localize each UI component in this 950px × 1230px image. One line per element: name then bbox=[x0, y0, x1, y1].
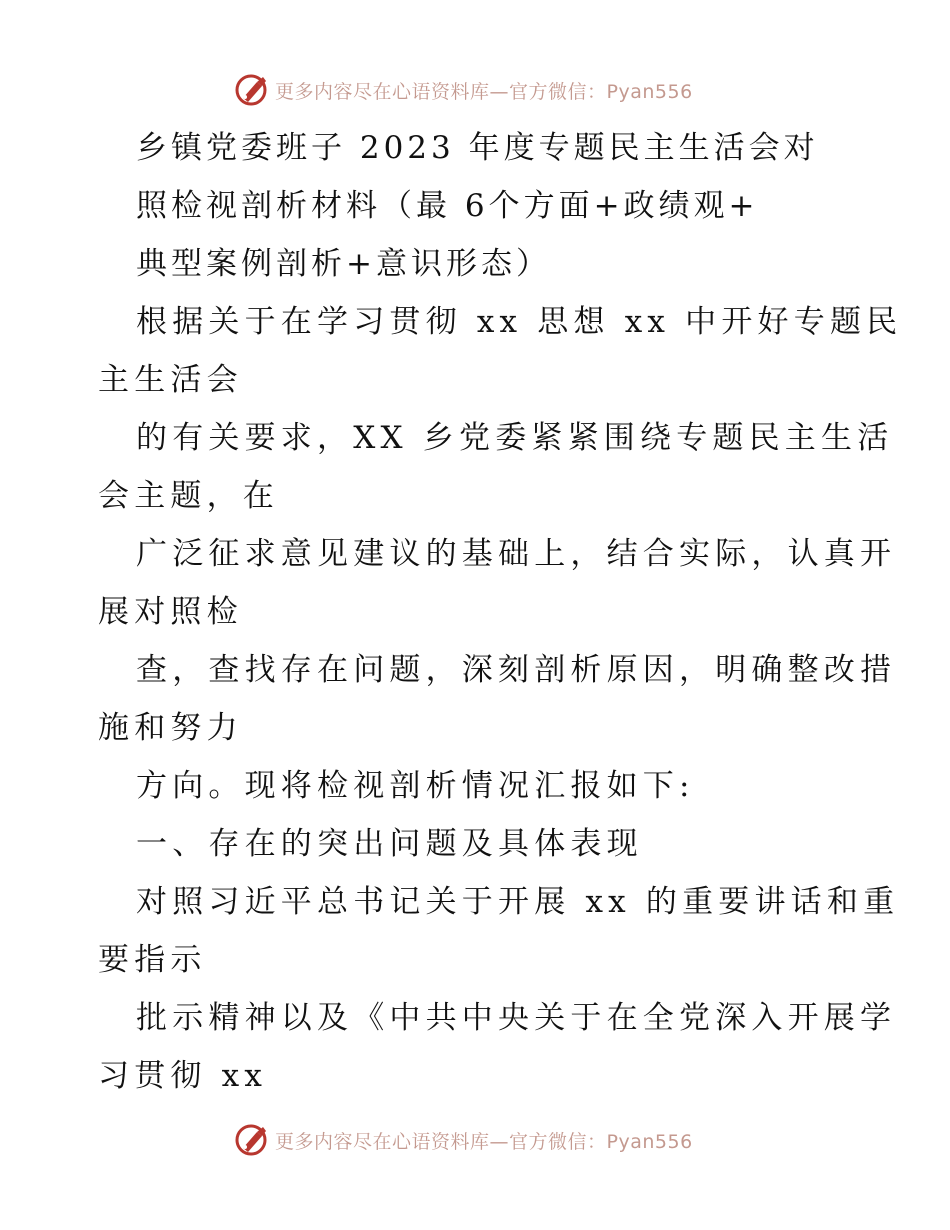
watermark-footer bbox=[233, 1120, 693, 1160]
body-line-1: 根据关于在学习贯彻 xx 思想 xx 中开好专题民 bbox=[136, 304, 903, 340]
body-line-14: 习贯彻 xx bbox=[98, 1058, 268, 1094]
body-line-11: 对照习近平总书记关于开展 xx 的重要讲话和重 bbox=[136, 884, 900, 920]
body-line-9: 方向。现将检视剖析情况汇报如下: bbox=[136, 768, 695, 804]
body-line-4: 会主题，在 bbox=[98, 478, 279, 514]
body-line-3: 的有关要求，XX 乡党委紧紧围绕专题民主生活 bbox=[136, 420, 894, 456]
body-line-8: 施和努力 bbox=[98, 710, 243, 746]
section-heading: 一、存在的突出问题及具体表现 bbox=[136, 826, 643, 862]
body-line-13: 批示精神以及《中共中央关于在全党深入开展学 bbox=[136, 1000, 897, 1036]
body-line-2: 主生活会 bbox=[98, 362, 243, 398]
title-line-1: 乡镇党委班子 2023 年度专题民主生活会对 bbox=[136, 130, 819, 166]
body-line-5: 广泛征求意见建议的基础上，结合实际，认真开 bbox=[136, 536, 897, 572]
watermark-text: 更多内容尽在心语资料库—官方微信：Pyan556 bbox=[275, 80, 693, 103]
title-line-3: 典型案例剖析+意识形态） bbox=[136, 246, 551, 282]
title-line-2: 照检视剖析材料（最 6个方面+政绩观+ bbox=[136, 188, 759, 224]
pen-nib-logo-icon bbox=[233, 1122, 271, 1158]
watermark-text: 更多内容尽在心语资料库—官方微信：Pyan556 bbox=[275, 1130, 693, 1153]
body-line-7: 查，查找存在问题，深刻剖析原因，明确整改措 bbox=[136, 652, 897, 688]
body-line-12: 要指示 bbox=[98, 942, 207, 978]
body-line-6: 展对照检 bbox=[98, 594, 243, 630]
